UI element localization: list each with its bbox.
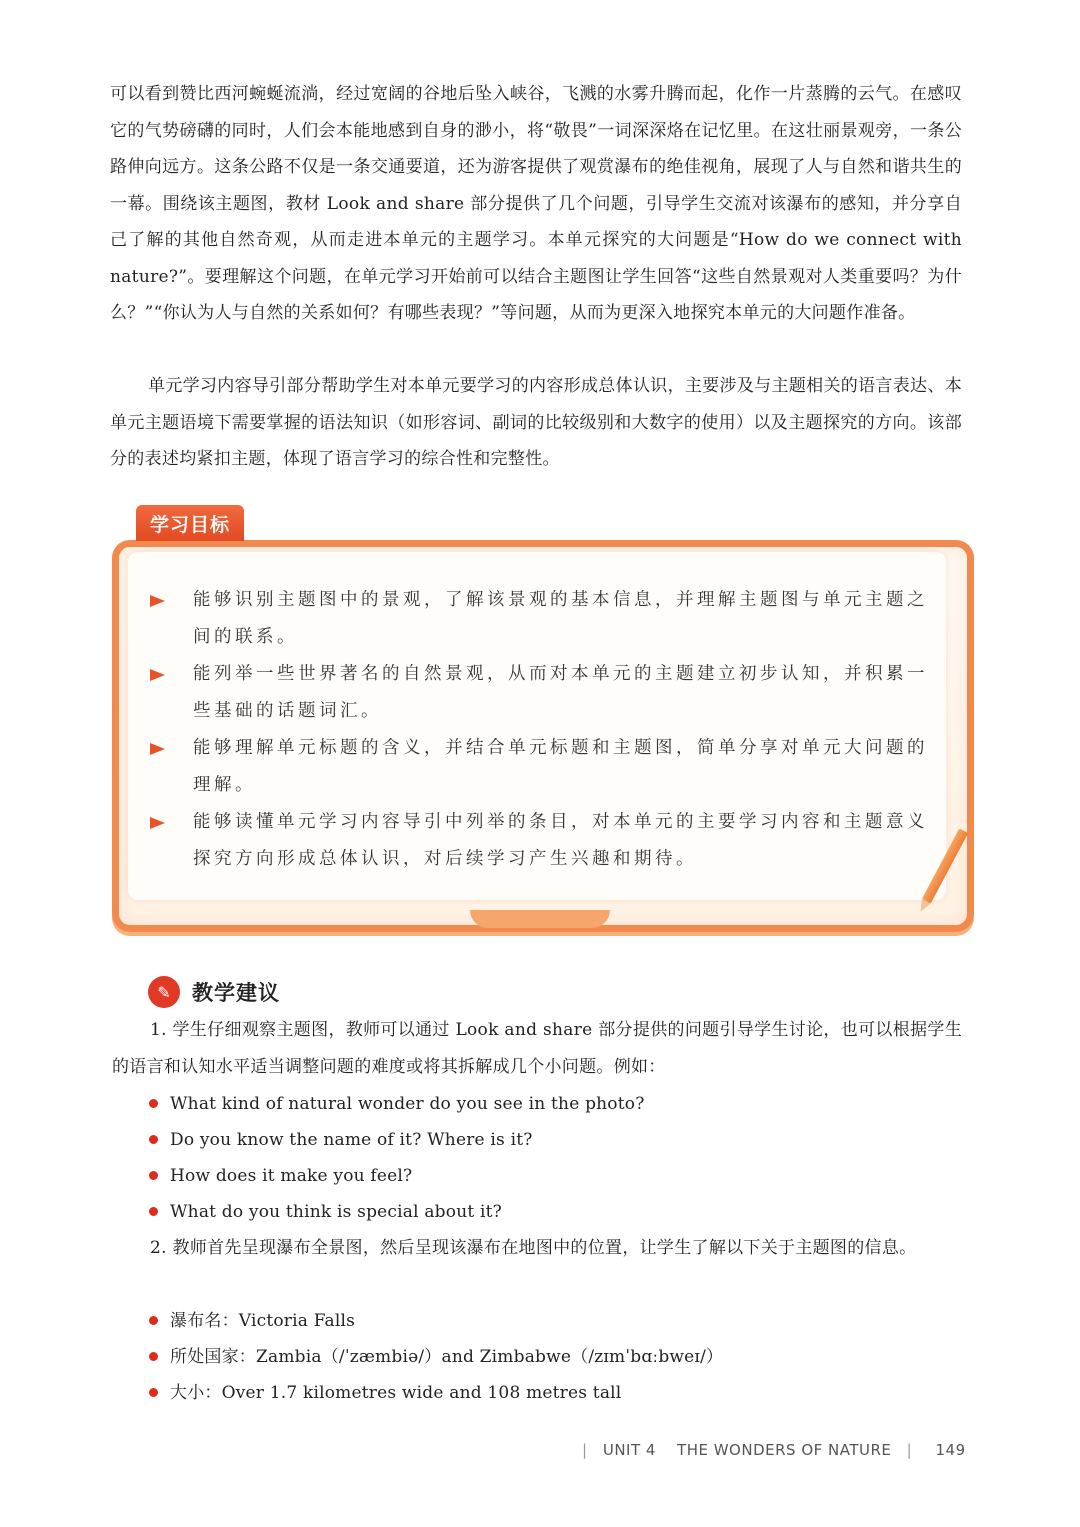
question-item [170, 1158, 412, 1194]
page-number: 149 [935, 1441, 966, 1459]
goal-text: 能列举一些世界著名的自然景观，从而对本单元的主题建立初步认知，并积累一些基础的话题词汇。 [193, 664, 928, 721]
goal-item [146, 582, 936, 656]
goal-text: 能够理解单元标题的含义，并结合单元标题和主题图，简单分享对单元大问题的理解。 [193, 738, 928, 795]
footer-divider: | [582, 1441, 588, 1459]
suggestion-point-1: 1. 学生仔细观察主题图，教师可以通过 Look and share 部分提供的问题引导学生讨论，也可以根据学生的语言和认知水平适当调整问题的难度或将其拆解成几个小问题。例如： [112, 1020, 962, 1077]
arrow-bullet-icon [150, 817, 165, 829]
bullet-dot-icon [149, 1171, 158, 1180]
learning-goals-title: 学习目标 [136, 505, 244, 541]
fact-text: 瀑布名：Victoria Falls [170, 1311, 356, 1331]
bullet-dot-icon [149, 1316, 158, 1325]
suggestion-point-2: 2. 教师首先呈现瀑布全景图，然后呈现该瀑布在地图中的位置，让学生了解以下关于主题图的信息。 [150, 1238, 917, 1258]
goal-item [146, 730, 936, 804]
question-text: What kind of natural wonder do you see in the photo? [170, 1094, 645, 1114]
footer-unit: UNIT 4 [602, 1441, 656, 1459]
content-guide-paragraph: 单元学习内容导引部分帮助学生对本单元要学习的内容形成总体认识，主要涉及与主题相关的语言表达、本单元主题语境下需要掌握的语法知识（如形容词、副词的比较级别和大数字的使用）以及主题探究的方向。该部分的表述均紧扣主题，体现了语言学习的综合性和完整性。 [110, 376, 962, 469]
question-text: How does it make you feel? [170, 1166, 413, 1186]
box-bottom-decoration [470, 910, 610, 928]
bullet-dot-icon [149, 1135, 158, 1144]
question-item [170, 1086, 645, 1122]
bullet-dot-icon [149, 1099, 158, 1108]
teaching-icon: ✎ [148, 976, 180, 1008]
goal-text: 能够读懂单元学习内容导引中列举的条目，对本单元的主要学习内容和主题意义探究方向形成总体认识，对后续学习产生兴趣和期待。 [193, 812, 928, 869]
fact-item [170, 1375, 621, 1411]
arrow-bullet-icon [150, 669, 165, 681]
fact-text: 大小：Over 1.7 kilometres wide and 108 metres tall [170, 1383, 622, 1403]
goal-item [146, 656, 936, 730]
fact-item [170, 1339, 723, 1375]
goal-text: 能够识别主题图中的景观，了解该景观的基本信息，并理解主题图与单元主题之间的联系。 [193, 590, 928, 647]
intro-paragraph: 可以看到赞比西河蜿蜒流淌，经过宽阔的谷地后坠入峡谷，飞溅的水雾升腾而起，化作一片蒸腾的云气。在感叹它的气势磅礴的同时，人们会本能地感到自身的渺小，将“敬畏”一词深深烙在记忆里。在这壮丽景观旁，一条公路伸向远方。这条公路不仅是一条交通要道，还为游客提供了观赏瀑布的绝佳视角，展现了人与自然和谐共生的一幕。围绕该主题图，教材 Look and share 部分提供了几个问题，引导学生交流对该瀑布的感知，并分享自己了解的其他自然奇观，从而走进本单元的主题学习。本单元探究的大问题是“How do we connect with nature?”。要理解这个问题，在单元学习开始前可以结合主题图让学生回答“这些自然景观对人类重要吗？为什么？”“你认为人与自然的关系如何？有哪些表现？”等问题，从而为更深入地探究本单元的大问题作准备。 [110, 84, 962, 323]
footer-divider: | [906, 1441, 913, 1459]
bullet-dot-icon [149, 1388, 158, 1397]
page-footer [582, 1438, 966, 1462]
bullet-dot-icon [149, 1352, 158, 1361]
fact-item [170, 1303, 355, 1339]
fact-text: 所处国家：Zambia（/ˈzæmbiə/）and Zimbabwe（/zɪmˈbɑːbweɪ/） [170, 1347, 724, 1367]
question-item [170, 1122, 533, 1158]
arrow-bullet-icon [150, 595, 165, 607]
arrow-bullet-icon [150, 743, 165, 755]
question-text: What do you think is special about it? [170, 1202, 502, 1222]
learning-goals-list [146, 582, 936, 878]
bullet-dot-icon [149, 1207, 158, 1216]
question-item [170, 1194, 502, 1230]
teaching-suggestions-title: 教学建议 [192, 981, 280, 1005]
footer-unit-title: THE WONDERS OF NATURE [677, 1441, 892, 1459]
goal-item [146, 804, 936, 878]
question-text: Do you know the name of it? Where is it? [170, 1130, 533, 1150]
